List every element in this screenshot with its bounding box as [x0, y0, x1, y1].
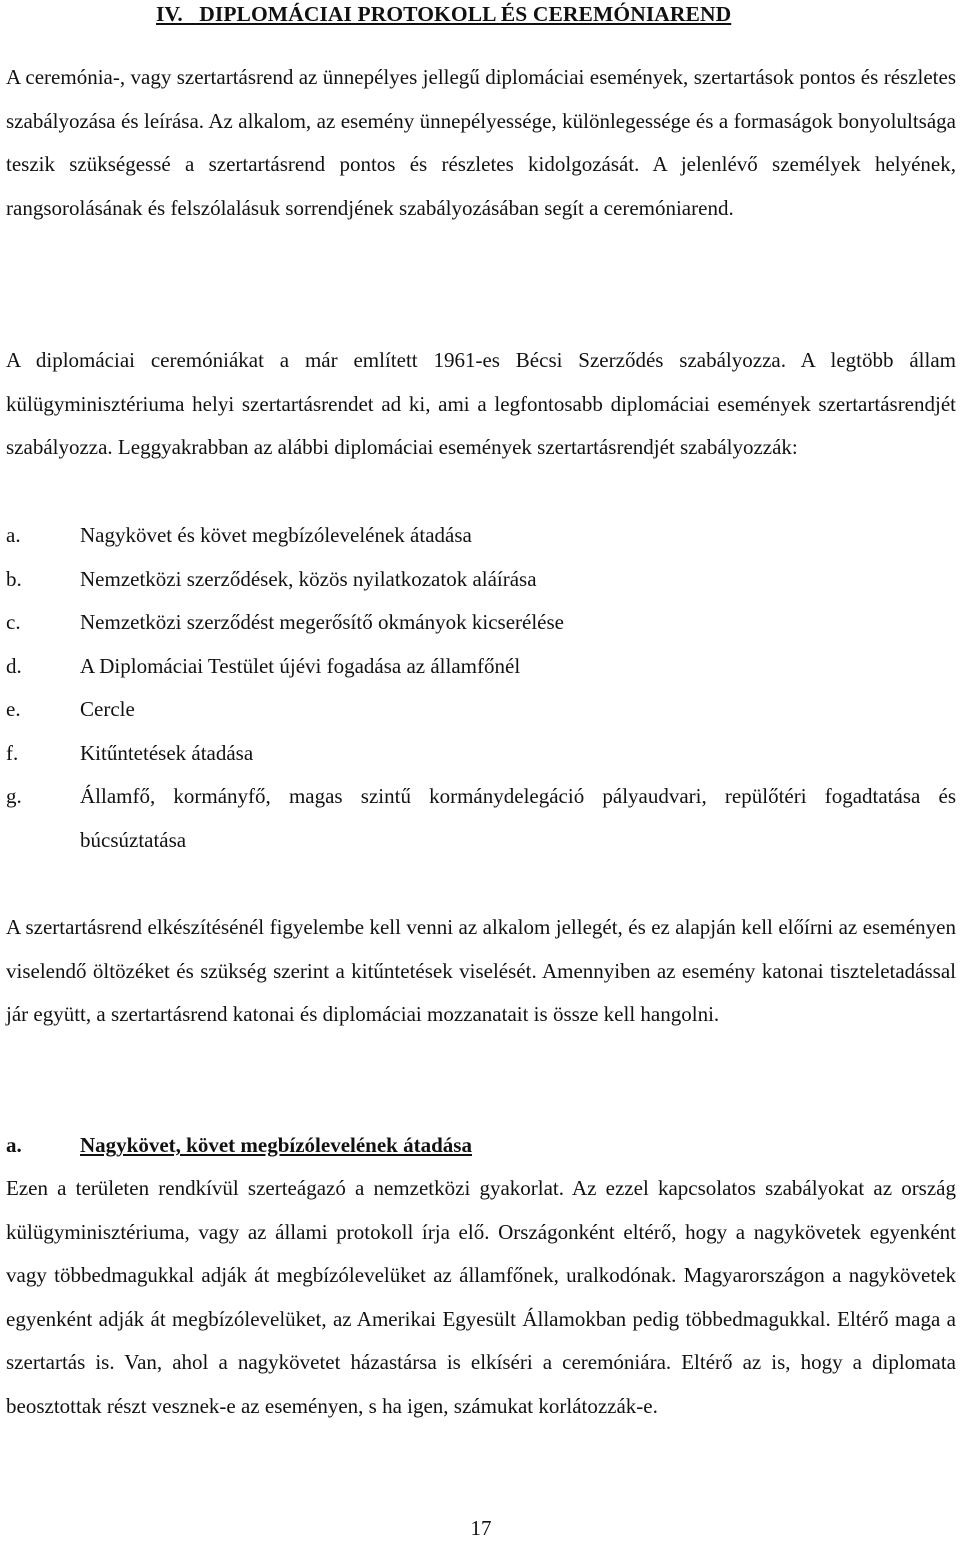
list-item-marker: f.	[6, 740, 19, 765]
list-item	[6, 558, 956, 602]
list-item-marker: g.	[6, 784, 22, 808]
list-item	[6, 514, 956, 558]
paragraph-ceremony-definition: A ceremónia-, vagy szertartásrend az ünnepélyes jellegű diplomáciai események, szertartások pontos és részletes szabályozása és leírása. Az alkalom, az esemény ünnepélyessége, különlegessége és a formaságok bonyolultsága teszik szükségessé a szertartásrend pontos és részletes kidolgozását. A jelenlévő személyek helyének, rangsorolásának és felszólalásuk sorrendjének szabályozásában segít a ceremóniarend.	[6, 65, 956, 220]
list-item-text: Államfő, kormányfő, magas szintű kormánydelegáció pályaudvari, repülőtéri fogadtatása és búcsúztatása	[80, 784, 956, 852]
list-item-marker: d.	[6, 653, 22, 678]
list-item-text: Nemzetközi szerződések, közös nyilatkozatok aláírása	[80, 566, 537, 591]
list-item	[6, 688, 956, 732]
list-item-marker: e.	[6, 697, 21, 721]
list-item	[6, 732, 956, 776]
list-item-marker: b.	[6, 566, 22, 591]
paragraph-vienna-convention: A diplomáciai ceremóniákat a már említett 1961-es Bécsi Szerződés szabályozza. A legtöbb állam külügyminisztériuma helyi szertartásrendet ad ki, ami a legfontosabb diplomáciai események szertartásrendjét szabályozza. Leggyakrabban az alábbi diplomáciai események szertartásrendjét szabályozzák:	[6, 348, 956, 459]
list-item	[6, 775, 956, 862]
paragraph-dress-code: A szertartásrend elkészítésénél figyelembe kell venni az alkalom jellegét, és ez alapján kell előírni az eseményen viselendő öltözéket és szükség szerint a kitűntetések viselését. Amennyiben az esemény katonai tiszteletadással jár együtt, a szertartásrend katonai és diplomáciai mozzanatait is össze kell hangolni.	[6, 915, 956, 1026]
paragraph-credentials: Ezen a területen rendkívül szerteágazó a nemzetközi gyakorlat. Az ezzel kapcsolatos szabályokat az ország külügyminisztériuma, vagy az állami protokoll írja elő. Országonként eltérő, hogy a nagykövetek egyenként vagy többedmagukkal adják át megbízólevelüket az államfőnek, uralkodónak. Magyarországon a nagykövetek egyenként adják át megbízólevelüket, az Amerikai Egyesült Államokban pedig többedmagukkal. Eltérő maga a szertartás is. Van, ahol a nagykövetet házastársa is elkíséri a ceremóniára. Eltérő az is, hogy a diplomata beosztottak részt vesznek-e az eseményen, s ha igen, számukat korlátozzák-e.	[6, 1176, 956, 1418]
ceremony-event-list	[6, 514, 956, 862]
list-item-text: Cercle	[80, 697, 135, 721]
list-item	[6, 645, 956, 689]
list-item-text: A Diplomáciai Testület újévi fogadása az államfőnél	[80, 653, 521, 678]
subsection-heading	[6, 1133, 472, 1158]
list-item	[6, 601, 956, 645]
list-item-marker: c.	[6, 610, 21, 634]
subsection-title: Nagykövet, követ megbízólevelének átadása	[80, 1133, 472, 1157]
subsection-marker: a.	[6, 1133, 22, 1157]
list-item-text: Kitűntetések átadása	[80, 740, 254, 765]
list-item-text: Nagykövet és követ megbízólevelének átadása	[80, 523, 472, 547]
list-item-text: Nemzetközi szerződést megerősítő okmányok kicserélése	[80, 610, 564, 634]
chapter-heading: IV. DIPLOMÁCIAI PROTOKOLL ÉS CEREMÓNIAREND	[156, 2, 732, 26]
list-item-marker: a.	[6, 523, 21, 547]
page-number: 17	[470, 1516, 492, 1540]
